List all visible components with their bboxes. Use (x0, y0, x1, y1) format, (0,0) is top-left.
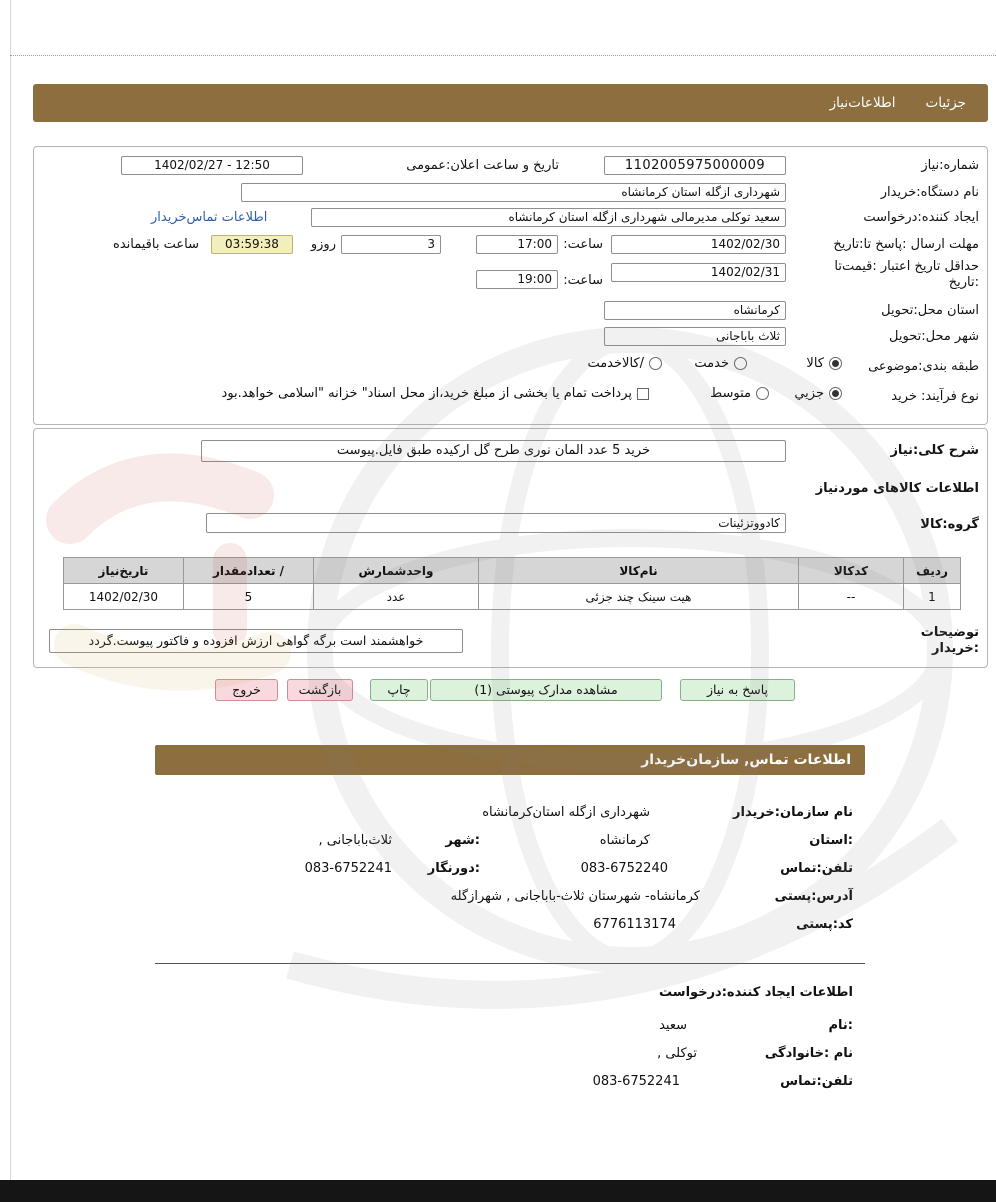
section-divider-line (155, 963, 865, 964)
delivery-province-field[interactable]: کرمانشاه (604, 301, 786, 320)
postal-address-value: کرمانشاه- شهرستان ثلاث-باباجانی , شهرازگله (450, 889, 700, 904)
need-description-label: شرح کلی:نیاز (890, 443, 979, 458)
radio-unselected-icon[interactable] (734, 357, 747, 370)
cell-goods-code: -- (799, 584, 904, 610)
postal-code-label: کد:پستی (796, 917, 853, 932)
deadline-hour-label: ساعت: (563, 237, 603, 252)
need-number-label: شماره:نیاز (921, 158, 979, 173)
announce-datetime-field[interactable]: 1402/02/27 - 12:50 (121, 156, 303, 175)
category-option-service[interactable] (694, 356, 747, 371)
goods-group-field[interactable]: کادووتزئینات (206, 513, 786, 533)
countdown-timer: 03:59:38 (211, 235, 293, 254)
first-name-label: :نام (828, 1018, 853, 1033)
col-unit: واحدشمارش (314, 558, 479, 584)
goods-group-label: گروه:کالا (920, 517, 979, 532)
price-validity-label-line2: :تاریخ (948, 275, 979, 290)
province-label: :استان (809, 833, 853, 848)
category-option-goods-service[interactable] (587, 356, 662, 371)
delivery-city-label: شهر محل:تحویل (889, 329, 979, 344)
tab-need-info[interactable]: اطلاعات‌نیاز (829, 95, 896, 111)
tab-bar (33, 84, 988, 122)
need-number-field[interactable]: 1102005975000009 (604, 156, 786, 175)
tab-details[interactable]: جزئیات (925, 95, 966, 111)
city-label: :شهر (445, 833, 480, 848)
buyer-contact-header: اطلاعات تماس, سازمان‌خریدار (155, 745, 865, 775)
buyer-contact-info (155, 795, 865, 955)
buyer-notes-label-line1: توضیحات (920, 625, 979, 640)
days-unit-label: روزو (310, 237, 336, 252)
hours-remaining-label: ساعت باقیمانده (113, 237, 199, 252)
request-creator-label: ایجاد کننده:درخواست (863, 210, 979, 225)
province-value: کرمانشاه (599, 833, 650, 848)
contact-phone-value: 083-6752240 (580, 861, 668, 876)
col-quantity: / تعدادمقدار (184, 558, 314, 584)
last-name-label: نام :خانوادگی (764, 1046, 853, 1061)
price-validity-date-field[interactable]: 1402/02/31 (611, 263, 786, 282)
category-option-goods[interactable] (806, 356, 842, 371)
need-summary-panel (33, 146, 988, 425)
treasury-payment-label: پرداخت تمام یا بخشی از مبلغ خرید،از محل اسناد" خزانه "اسلامی خواهد.بود (221, 386, 632, 401)
print-button[interactable]: چاپ (370, 679, 428, 701)
creator-section-title: اطلاعات ایجاد کننده:درخواست (659, 985, 853, 1000)
cell-goods-name: هیت سینک چند جزئی (479, 584, 799, 610)
reply-deadline-date-field[interactable]: 1402/02/30 (611, 235, 786, 254)
buyer-notes-label-line2: :خریدار (932, 641, 979, 656)
col-row-number: ردیف (904, 558, 961, 584)
process-option-minor-label: جزیي (794, 386, 824, 401)
goods-table (63, 557, 961, 610)
radio-selected-icon[interactable] (829, 387, 842, 400)
request-creator-info (155, 980, 865, 1110)
process-option-minor[interactable] (794, 386, 842, 401)
col-goods-name: نام‌کالا (479, 558, 799, 584)
category-option-service-label: خدمت (694, 356, 729, 371)
category-option-goods-label: کالا (806, 356, 824, 371)
left-border-line (10, 0, 11, 1180)
delivery-city-field[interactable]: ثلاث باباجانی (604, 327, 786, 346)
validity-hour-label: ساعت: (563, 273, 603, 288)
exit-button[interactable]: خروج (215, 679, 278, 701)
fax-label: :دورنگار (427, 861, 480, 876)
postal-address-label: آدرس:پستی (774, 889, 853, 904)
process-option-medium[interactable] (710, 386, 769, 401)
org-name-value: شهرداری ازگله استان‌کرمانشاه (482, 805, 650, 820)
cell-quantity: 5 (184, 584, 314, 610)
goods-table-header-row (64, 558, 961, 584)
top-dotted-divider (10, 55, 996, 56)
need-detail-panel (33, 428, 988, 668)
view-attachments-button[interactable]: مشاهده مدارک پیوستی (1) (430, 679, 662, 701)
cell-unit: عدد (314, 584, 479, 610)
required-goods-title: اطلاعات کالاهای موردنیاز (815, 481, 979, 496)
buyer-contact-link[interactable]: اطلاعات تماس‌خریدار (151, 210, 268, 225)
radio-selected-icon[interactable] (829, 357, 842, 370)
city-value: ثلاث‌باباجانی , (318, 833, 392, 848)
subject-category-label: طبقه بندی:موضوعی (868, 359, 979, 374)
process-option-medium-label: متوسط (710, 386, 751, 401)
org-name-label: نام سازمان:خریدار (733, 805, 853, 820)
creator-phone-value: 083-6752241 (592, 1074, 680, 1089)
creator-phone-label: تلفن:تماس (780, 1074, 853, 1089)
cell-row-number: 1 (904, 584, 961, 610)
cell-need-date: 1402/02/30 (64, 584, 184, 610)
category-option-goods-service-label: /کالاخدمت (587, 356, 644, 371)
radio-unselected-icon[interactable] (756, 387, 769, 400)
checkbox-unchecked-icon[interactable] (637, 388, 649, 400)
reply-to-need-button[interactable]: پاسخ به نیاز (680, 679, 795, 701)
process-type-label: نوع فرآیند: خرید (891, 389, 979, 404)
table-row (64, 584, 961, 610)
buyer-notes-field[interactable]: خواهشمند است برگه گواهی ارزش افزوده و فاکتور پیوست.گردد (49, 629, 463, 653)
request-creator-field[interactable]: سعید توکلی مدیرمالی شهرداری ازگله استان کرمانشاه (311, 208, 786, 227)
delivery-province-label: استان محل:تحویل (881, 303, 979, 318)
price-validity-time-field[interactable]: 19:00 (476, 270, 558, 289)
reply-deadline-time-field[interactable]: 17:00 (476, 235, 558, 254)
col-need-date: تاریخ‌نیاز (64, 558, 184, 584)
contact-phone-label: تلفن:تماس (780, 861, 853, 876)
reply-deadline-label: مهلت ارسال :پاسخ تا:تاریخ (833, 237, 979, 252)
remaining-days-field[interactable]: 3 (341, 235, 441, 254)
postal-code-value: 6776113174 (593, 917, 676, 932)
treasury-payment-option[interactable] (222, 386, 649, 401)
last-name-value: توکلی , (657, 1046, 697, 1061)
buyer-org-label: نام دستگاه:خریدار (880, 185, 979, 200)
fax-value: 083-6752241 (304, 861, 392, 876)
back-button[interactable]: بازگشت (287, 679, 353, 701)
buyer-org-field[interactable]: شهرداری ازگله استان کرمانشاه (241, 183, 786, 202)
radio-unselected-icon[interactable] (649, 357, 662, 370)
first-name-value: سعید (659, 1018, 687, 1033)
bottom-bar (0, 1180, 996, 1202)
announce-datetime-label: تاریخ و ساعت اعلان:عمومی (406, 158, 559, 173)
need-description-field[interactable]: خرید 5 عدد المان نوری طرح گل ارکیده طبق فایل.پیوست (201, 440, 786, 462)
price-validity-label-line1: حداقل تاریخ اعتبار :قیمت‌تا (834, 259, 979, 274)
col-goods-code: کدکالا (799, 558, 904, 584)
